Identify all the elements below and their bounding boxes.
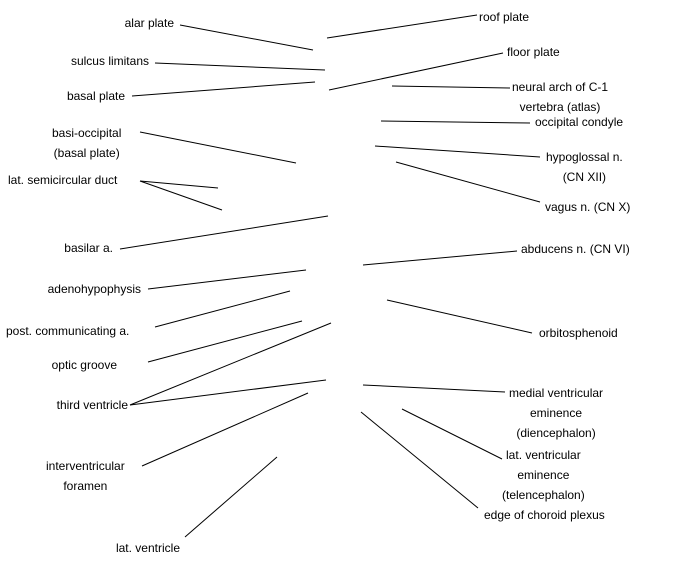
leader-vagus — [396, 162, 540, 202]
leader-basilar-a — [120, 216, 328, 249]
label-sulcus-limitans: sulcus limitans — [70, 54, 149, 68]
label-basi-occipital: basi-occipital (basal plate) — [52, 126, 122, 160]
leader-post-communicating-a — [155, 291, 290, 327]
leader-alar-plate — [180, 25, 313, 50]
label-orbitosphenoid: orbitosphenoid — [539, 326, 618, 340]
label-third-ventricle: third ventricle — [56, 398, 128, 412]
leader-adenohypophysis — [148, 270, 306, 289]
label-edge-of-choroid-plexus: edge of choroid plexus — [484, 508, 605, 522]
label-vagus-n: vagus n. (CN X) — [545, 200, 631, 214]
leader-basi-occipital — [140, 132, 296, 163]
leader-orbitosphenoid — [387, 300, 532, 333]
label-post-communicating-a: post. communicating a. — [6, 324, 130, 338]
leader-interventricular-foramen — [142, 393, 308, 466]
label-basal-plate: basal plate — [66, 89, 125, 103]
label-occipital-condyle: occipital condyle — [535, 115, 624, 129]
label-alar-plate: alar plate — [124, 16, 174, 30]
label-floor-plate: floor plate — [507, 45, 560, 59]
label-roof-plate: roof plate — [479, 10, 530, 24]
leader-floor-plate — [329, 53, 503, 90]
label-lat-semicircular-duct: lat. semicircular duct — [8, 173, 118, 187]
label-hypoglossal-n: hypoglossal n. (CN XII) — [546, 150, 623, 184]
leader-roof-plate — [327, 15, 477, 38]
leader-occipital-condyle — [381, 121, 530, 123]
leader-semicircular-duct-1 — [140, 181, 218, 188]
label-interventricular-foramen: interventricular foramen — [46, 459, 125, 493]
label-medial-ventricular-eminence: medial ventricular eminence (diencephalon) — [509, 386, 604, 440]
leader-basal-plate — [132, 82, 315, 96]
label-basilar-a: basilar a. — [64, 241, 113, 255]
label-lat-ventricular-eminence: lat. ventricular eminence (telencephalon) — [502, 448, 585, 502]
label-abducens-n: abducens n. (CN VI) — [521, 242, 630, 256]
leader-lat-ventricle — [185, 457, 277, 537]
leader-lat-ventricular — [402, 409, 502, 459]
leader-third-ventricle-1 — [130, 323, 331, 405]
leader-abducens — [363, 251, 517, 265]
leader-neural-arch — [392, 86, 510, 88]
label-adenohypophysis: adenohypophysis — [47, 282, 141, 296]
leader-medial-ventricular — [363, 385, 505, 392]
label-optic-groove: optic groove — [51, 358, 117, 372]
label-lat-ventricle: lat. ventricle — [115, 541, 180, 555]
leader-optic-groove — [148, 321, 302, 362]
leader-choroid-plexus — [361, 412, 478, 508]
leader-semicircular-duct-2 — [140, 181, 222, 210]
leader-hypoglossal — [375, 146, 540, 157]
leader-sulcus-limitans — [155, 63, 325, 70]
label-neural-arch: neural arch of C-1 vertebra (atlas) — [512, 80, 609, 114]
